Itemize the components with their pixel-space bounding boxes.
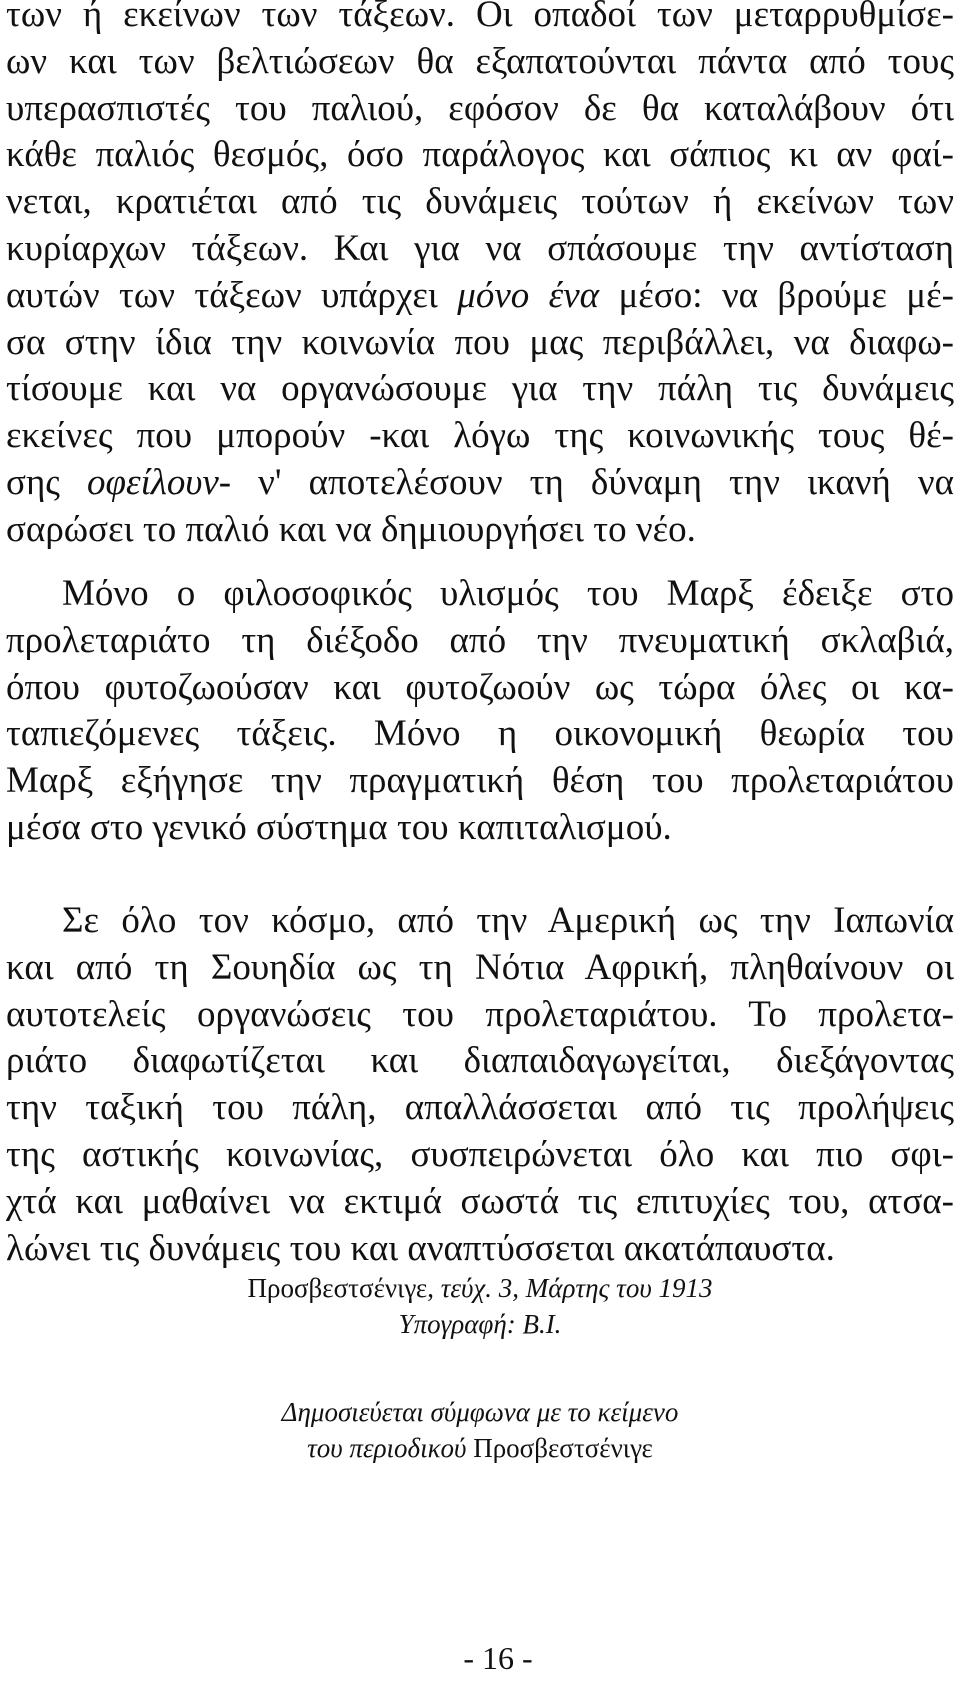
text-line: μέσα στο γενικό σύστημα του καπιταλισμού. — [6, 806, 672, 848]
citation-line — [0, 1270, 960, 1306]
text-run: κυρίαρχων τάξεων. Και για να σπάσουμε την αντίσταση — [6, 227, 954, 269]
text-line: ριάτο διαφωτίζεται και διαπαιδαγωγείται, διεξάγοντας — [6, 1040, 954, 1082]
text-run: μέσο: να βρούμε μέ- — [599, 274, 954, 316]
text-line: Σε όλο τον κόσμο, από την Αμερική ως την Ιαπωνία — [62, 900, 954, 941]
paragraph-1 — [6, 0, 954, 554]
text-line: ων και των βελτιώσεων θα εξαπατούνται πάντα από τους — [6, 40, 954, 82]
publication-note — [0, 1394, 960, 1466]
text-line: λώνει τις δυνάμεις του και αναπτύσσεται ακατάπαυστα. — [6, 1227, 835, 1269]
text-line: εκείνες που μπορούν -και λόγω της κοινωνικής τους θέ- — [6, 415, 954, 457]
text-line: κάθε παλιός θεσμός, όσο παράλογος και σάπιος κι αν φαί- — [6, 134, 954, 176]
text-line: σαρώσει το παλιό και να δημιουργήσει το νέο. — [6, 508, 696, 550]
text-line — [6, 273, 954, 320]
text-line: ταπιεζόμενες τάξεις. Μόνο η οικονομική θεωρία του — [6, 713, 954, 755]
signature-text: Υπογραφή: Β.Ι. — [398, 1309, 562, 1339]
text-line: αυτοτελείς οργανώσεις του προλεταριάτου. Το προλετα- — [6, 993, 954, 1035]
text-line: της αστικής κοινωνίας, συσπειρώνεται όλο και πιο σφι- — [6, 1133, 954, 1175]
note-line — [0, 1394, 960, 1430]
text-line: την ταξική του πάλη, απαλλάσσεται από τις προλήψεις — [6, 1087, 954, 1129]
text-line: και από τη Σουηδία ως τη Νότια Αφρική, πληθαίνουν οι — [6, 946, 954, 988]
citation-line — [0, 1306, 960, 1342]
text-run: - ν' αποτελέσουν τη δύναμη την ικανή να — [218, 461, 954, 503]
note-text: του περιοδικού — [307, 1433, 467, 1463]
text-line: νεται, κρατιέται από τις δυνάμεις τούτων ή εκείνων των — [6, 181, 954, 223]
emphasis-text: οφείλουν — [87, 461, 219, 503]
text-line: Μόνο ο φιλοσοφικός υλισμός του Μαρξ έδειξε στο — [62, 573, 954, 614]
text-line: χτά και μαθαίνει να εκτιμά σωστά τις επιτυχίες του, ατσα- — [6, 1180, 954, 1222]
text-run: αυτών των τάξεων υπάρχει — [6, 274, 458, 316]
text-line: των ή εκείνων των τάξεων. Οι οπαδοί των μεταρρυθμίσε- — [6, 0, 954, 35]
page-number: - 16 - — [463, 1640, 533, 1676]
paragraph-3 — [6, 898, 954, 1272]
issue-info: τεύχ. 3, Μάρτης του 1913 — [433, 1273, 713, 1303]
paragraph-2 — [6, 571, 954, 852]
journal-name: Προσβεστσένιγε, — [247, 1273, 434, 1303]
text-line: Μαρξ εξήγησε την πραγματική θέση του προλεταριάτου — [6, 760, 954, 802]
text-run: σης — [6, 461, 88, 503]
text-line: όπου φυτοζωούσαν και φυτοζωούν ως τώρα όλες οι κα- — [6, 666, 954, 708]
source-citation — [0, 1270, 960, 1342]
text-line: προλεταριάτο τη διέξοδο από την πνευματική σκλαβιά, — [6, 619, 954, 661]
note-line — [0, 1430, 960, 1466]
text-line: τίσουμε και να οργανώσουμε για την πάλη τις δυνάμεις — [6, 368, 954, 410]
text-line — [6, 460, 954, 507]
note-text: Δημοσιεύεται σύμφωνα με το κείμενο — [281, 1397, 679, 1427]
journal-name: Προσβεστσένιγε — [466, 1433, 653, 1463]
text-line: υπερασπιστές του παλιού, εφόσον δε θα καταλάβουν ότι — [6, 87, 954, 129]
text-line — [6, 226, 954, 273]
text-line: σα στην ίδια την κοινωνία που μας περιβάλλει, να διαφω- — [6, 321, 954, 363]
emphasis-text: μόνο ένα — [457, 274, 600, 316]
